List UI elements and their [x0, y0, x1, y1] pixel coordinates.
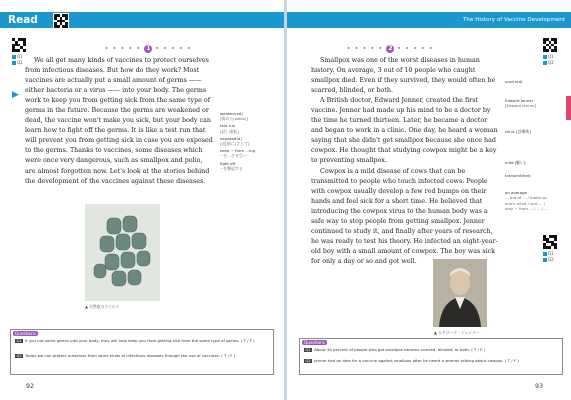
glossary-item: exposed(d) [(危険に)さらす]: [220, 135, 250, 147]
audio-marks: Q1 Q2: [12, 54, 23, 66]
glossary-item: test run [試し運転]: [220, 123, 239, 134]
virus-caption: ▲ 天然痘のウイルス: [85, 304, 120, 309]
header-bar-left: [0, 12, 284, 28]
left-page: [0, 0, 284, 400]
questions-header: Questions: [15, 331, 36, 336]
side-qr-code-icon[interactable]: [543, 235, 557, 249]
glossary-item: clinic [診療所]: [505, 128, 531, 134]
glossary-item: fight off ~を撃退する: [220, 160, 243, 171]
edward-jenner-portrait: [433, 259, 487, 327]
question-item: Q1 About 30 percent of people who got smallpox became scarred, blinded, or both. ( T / F ): [305, 347, 486, 352]
question-item: Q1 If you put some germs into your body, they will help keep you from getting sick from the same type of germs. ( T / F ): [16, 338, 255, 343]
right-glossary: [505, 79, 553, 213]
side-qr-code-icon[interactable]: [543, 38, 557, 52]
audio-marks: Q1 Q2: [543, 54, 554, 66]
portrait-caption: ▲ エドワード・ジェンナー: [434, 330, 480, 335]
unit-title: The History of Vaccine Development: [463, 17, 565, 23]
left-questions-box: [10, 329, 274, 375]
smallpox-virus-image: [85, 204, 160, 301]
glossary-item: mild [軽い]: [505, 159, 526, 165]
right-page: [287, 0, 571, 400]
glossary-item: Edward Jenner [Edward Jenner]: [505, 98, 537, 109]
paragraph: Smallpox was one of the worst diseases in human history. On average, 3 out of 10 people who caught smallpox died. Even if they survived, they would often be scarred, blinded, or both.: [311, 57, 496, 95]
glossary-item: keep ~ from ...ing ~を…させない: [220, 148, 256, 159]
paragraph-arrow-icon: ▶: [12, 90, 19, 100]
paragraph: We all get many kinds of vaccines to protect ourselves from infectious diseases. But how do they work? Most vaccines are actually put a small amount of germs —— either bacteria or a virus —— into your body. The germs work to keep you from getting sick from the same type of germs in the future. Because the germs are weakened or dead, the vaccine won't make you sick, but your body can learn how to fight off the germs. It is like a test run that will prevent you from getting sick in case you are exposed to the germs. Thanks to vaccines, some diseases which were once very dangerous, such as smallpox and polio, are almost forgotten now. Let's look at the stories behind the development of the vaccines against these diseases.: [25, 57, 213, 185]
paragraph-marker-2: • • • • • 2 • • • • •: [347, 45, 434, 52]
page-number: 93: [535, 383, 544, 390]
unit-tab: [566, 96, 571, 120]
audio-marks: Q1 Q2: [543, 251, 554, 263]
glossary-item: on average ... out of ... / make up one's mind / sick ... / stay ~ from ... / ... / ...: [505, 190, 548, 211]
header-bar-right: [287, 12, 571, 28]
right-questions-box: [299, 338, 563, 375]
left-glossary: [220, 111, 280, 173]
left-body-text: [25, 56, 215, 187]
glossary-item: weaken(ed) [弱めた(weak)]: [220, 111, 248, 122]
right-body-text: [311, 56, 501, 267]
paragraph-marker-1: • • • • • 1 • • • • •: [105, 45, 192, 52]
page-number: 92: [26, 383, 35, 390]
qr-code-icon[interactable]: [53, 13, 69, 29]
question-item: Q2 Jenner had an idea for a vaccine against smallpox after he heard a woman talking about cowpox. ( T / F ): [305, 358, 519, 363]
paragraph: A British doctor, Edward Jenner, created the first vaccine. Jenner had made up his mind to be a doctor by the time he turned thirteen. Later, he became a doctor and began to work in a clinic. One day, he heard a woman saying that she didn't get smallpox because she once had cowpox. He thought that studying cowpox might be a key to preventing smallpox.: [311, 97, 498, 165]
questions-header: Questions: [304, 340, 325, 345]
paragraph: Cowpox is a mild disease of cows that can be transmitted to people who touch infected cows. People with cowpox usually develop a few red bumps on their hands and feel sick for a short time. He believed that introducing the cowpox virus to the human body was a safe way to stop people from getting smallpox. Jenner continued to study it, and finally after years of research, he was ready to test his theory. He infected an eight-year-old boy with a small amount of cowpox. The boy was sick for only a day or so and got well.: [311, 167, 498, 265]
side-qr-code-icon[interactable]: [12, 38, 26, 52]
glossary-item: scar(red): [505, 79, 523, 84]
question-item: Q2 Today we can protect ourselves from some kinds of infectious diseases through the use of vaccines. ( T / F ): [16, 353, 236, 358]
read-label: Read: [8, 14, 38, 26]
glossary-item: transmit(ted): [505, 173, 531, 179]
